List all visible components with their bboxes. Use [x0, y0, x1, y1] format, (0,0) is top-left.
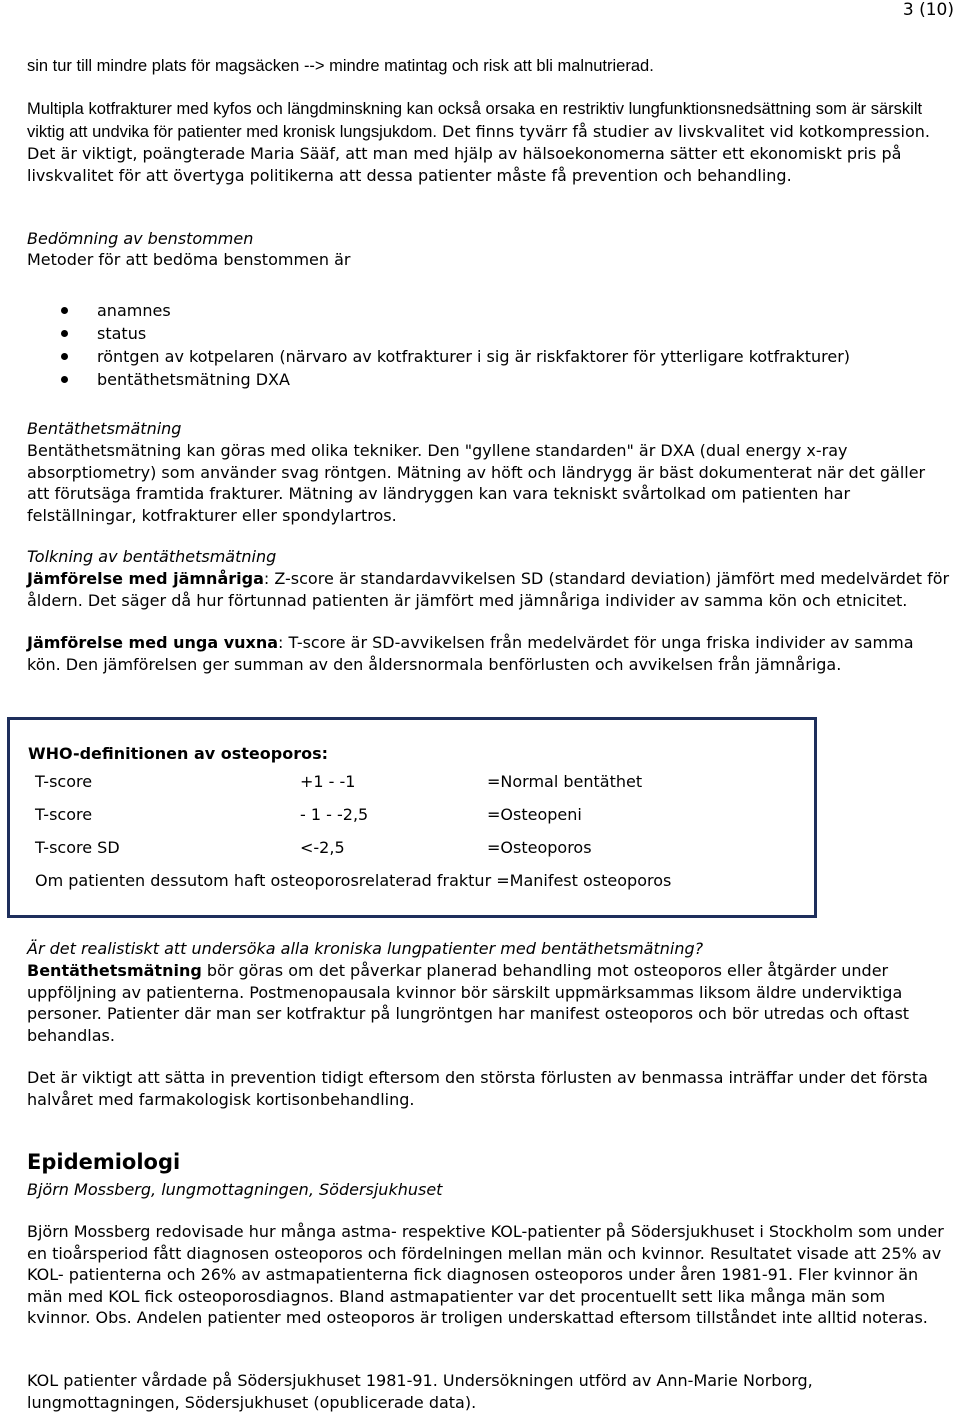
who-result: =Normal bentäthet — [487, 772, 643, 791]
list-item-text: anamnes — [97, 301, 171, 320]
bedomning-heading: Bedömning av benstommen — [27, 229, 254, 248]
realistiskt-answer-bold: Bentäthetsmätning — [27, 961, 202, 980]
list-item — [27, 346, 952, 369]
paragraph-kotfrakturer-part1: Multipla kotfrakturer med kyfos och längdminskning kan också orsaka en restriktiv lungfunktionsnedsättning som är särskilt viktig att undvika för patienter med kronisk lungsjukdom. — [27, 100, 923, 141]
tolkning-unga-vuxna-text: : T-score är SD-avvikelsen från medelvärdet för unga friska individer av samma kön. Den jämförelsen ger summan av den åldersnormala benförlusten och avvikelsen från jämnåriga. — [27, 633, 914, 674]
who-score: T-score SD — [35, 838, 120, 857]
who-footer: Om patienten dessutom haft osteoporosrelaterad fraktur =Manifest osteoporos — [35, 871, 672, 890]
who-range: - 1 - -2,5 — [300, 805, 369, 824]
bentathet-text: Bentäthetsmätning kan göras med olika tekniker. Den "gyllene standarden" är DXA (dual energy x-ray absorptiometry) som använder svag röntgen. Mätning av höft och ländrygg är bäst dokumenterat när det gäller att förutsäga framtida frakturer. Mätning av ländryggen kan vara tekniskt svårtolkad om patienten har felställningar, kotfrakturer eller spondylartros. — [27, 441, 926, 525]
realistiskt-answer — [27, 960, 952, 1046]
bentathet-heading: Bentäthetsmätning — [27, 419, 182, 438]
prevention-paragraph: Det är viktigt att sätta in prevention tidigt eftersom den största förlusten av benmassa inträffar under det första halvåret med farmakologisk kortisonbehandling. — [27, 1068, 928, 1109]
bullet-icon — [61, 376, 68, 383]
tolkning-jamnariga-label: Jämförelse med jämnåriga — [27, 569, 264, 588]
who-result: =Osteoporos — [487, 838, 592, 857]
tolkning-jamnariga-text: : Z-score är standardavvikelsen SD (standard deviation) jämfört med medelvärdet för åldern. Det säger då hur förtunnad patienten är jämfört med jämnåriga individer av samma kön och etnicitet. — [27, 569, 950, 610]
who-result: =Osteopeni — [487, 805, 582, 824]
epidemiologi-text: Björn Mossberg redovisade hur många astma- respektive KOL-patienter på Södersjukhuset i Stockholm som under en tioårsperiod fått diagnosen osteoporos och fördelningen mellan män och kvinnor. Resultatet visade att 25% av KOL- patienterna och 26% av astmapatienterna fick diagnosen osteoporos under åren 1981-91. Fler kvinnor än män med KOL fick osteoporosdiagnos. Bland astmapatienter var det procentuellt sett lika många män som kvinnor. Obs. Andelen patienter med osteoporos är troligen underskattad eftersom tillståndet inte alltid noteras. — [27, 1222, 944, 1327]
realistiskt-question: Är det realistiskt att undersöka alla kroniska lungpatienter med bentäthetsmätning? — [27, 939, 704, 958]
tolkning-unga-vuxna — [27, 632, 952, 675]
bullet-icon — [61, 307, 68, 314]
list-item-text: röntgen av kotpelaren (närvaro av kotfrakturer i sig är riskfaktorer för ytterligare kotfrakturer) — [97, 347, 851, 366]
bedomning-intro: Metoder för att bedöma benstommen är — [27, 250, 351, 269]
tolkning-jamnariga — [27, 568, 952, 611]
list-item-text: status — [97, 324, 147, 343]
who-range: +1 - -1 — [300, 772, 356, 791]
epidemiologi-heading: Epidemiologi — [27, 1150, 181, 1174]
tolkning-heading: Tolkning av bentäthetsmätning — [27, 547, 277, 566]
who-score: T-score — [35, 805, 93, 824]
list-item — [27, 323, 952, 346]
list-item — [27, 300, 952, 323]
list-item-text: bentäthetsmätning DXA — [97, 370, 290, 389]
who-range: <-2,5 — [300, 838, 345, 857]
paragraph-malnutrition: sin tur till mindre plats för magsäcken --> mindre matintag och risk att bli malnutrierad. — [27, 57, 654, 75]
methods-list — [27, 300, 952, 392]
bullet-icon — [61, 353, 68, 360]
paragraph-kotfrakturer-part2: Det finns tyvärr få studier av livskvalitet vid kotkompression. — [436, 121, 931, 141]
list-item — [27, 369, 952, 392]
kol-paragraph: KOL patienter vårdade på Södersjukhuset 1981-91. Undersökningen utförd av Ann-Marie Norborg, lungmottagningen, Södersjukhuset (opublicerade data). — [27, 1371, 813, 1412]
who-definition-box — [7, 717, 817, 918]
who-heading: WHO-definitionen av osteoporos: — [28, 744, 328, 763]
tolkning-unga-vuxna-label: Jämförelse med unga vuxna — [27, 633, 279, 652]
who-score: T-score — [35, 772, 93, 791]
epidemiologi-author: Björn Mossberg, lungmottagningen, Södersjukhuset — [27, 1180, 443, 1199]
paragraph-kotfrakturer-part3: Det är viktigt, poängterade Maria Sääf, att man med hjälp av hälsoekonomerna sätter ett ekonomiskt pris på livskvalitet för att övertyga politikerna att dessa patienter måste få prevention och behandling. — [27, 144, 902, 185]
bullet-icon — [61, 330, 68, 337]
realistiskt-answer-text: bör göras om det påverkar planerad behandling mot osteoporos eller åtgärder under uppföljning av patienterna. Postmenopausala kvinnor bör särskilt uppmärksammas liksom äldre underviktiga personer. Patienter där man ser kotfraktur på lungröntgen har manifest osteoporos och bör utredas och oftast behandlas. — [27, 961, 910, 1045]
page-number: 3 (10) — [902, 0, 954, 20]
paragraph-kotfrakturer — [27, 98, 952, 186]
